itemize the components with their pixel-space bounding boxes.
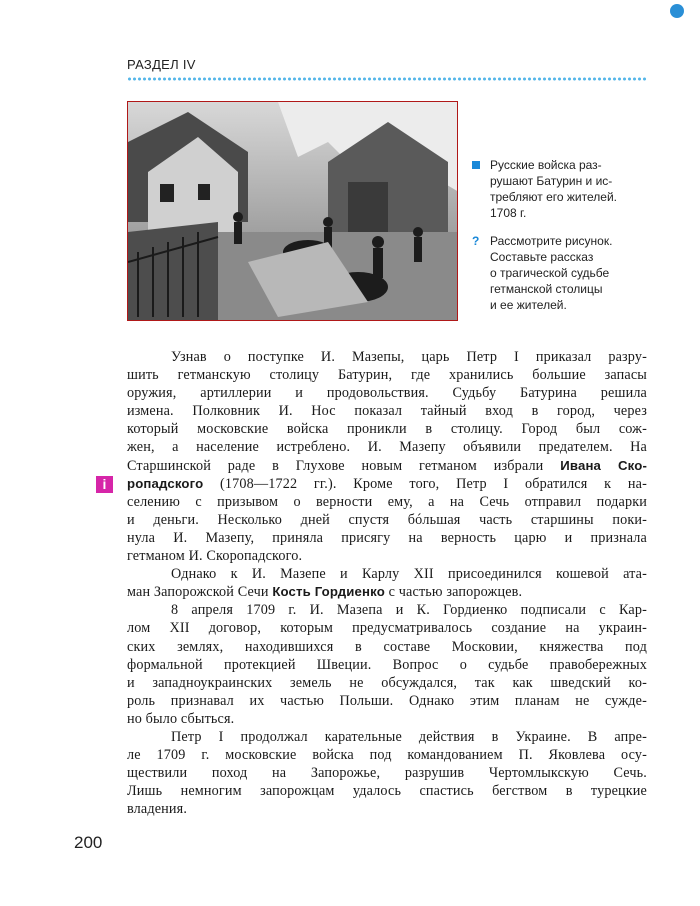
- caption-line: Русские войска раз-: [490, 158, 602, 172]
- engraving-image: [127, 101, 458, 321]
- text-line: владения.: [127, 801, 188, 818]
- text-line: лом XII договор, которым предусматривалось создание на украин-: [127, 620, 647, 637]
- text-line: гетманом И. Скоропадского.: [127, 548, 303, 565]
- question-line: Рассмотрите рисунок.: [490, 234, 613, 248]
- caption-line: требляют его жителей.: [490, 190, 617, 204]
- caption-line: 1708 г.: [490, 206, 527, 220]
- text-line: шить гетманскую столицу Батурин, где хранились большие запасы: [127, 367, 647, 384]
- text-line: который московские войска проникли в столицу. Город был сож-: [127, 421, 647, 438]
- question-line: Составьте рассказ: [490, 250, 594, 264]
- text-line: Однако к И. Мазепе и Карлу XII присоединился кошевой ата-: [171, 566, 647, 583]
- section-label: РАЗДЕЛ IV: [127, 57, 196, 72]
- text-line: нула И. Мазепу, приняла присягу на верность царю и признала: [127, 529, 647, 546]
- text-line: ществили поход на Запорожье, разрушив Чертомлыкскую Сечь.: [127, 765, 647, 782]
- text-line: [127, 583, 647, 601]
- question-item: [468, 233, 648, 313]
- text-line: формальной протекцией Швеции. Вопрос о судьбе правобережных: [127, 656, 647, 673]
- blue-square-icon: [472, 161, 480, 169]
- question-line: о трагической судьбе: [490, 266, 610, 280]
- text-line: Узнав о поступке И. Мазепы, царь Петр I приказал разру-: [171, 349, 647, 365]
- text-line: ле 1709 г. московские войска под командованием П. Яковлева осу-: [127, 747, 647, 764]
- page-number: 200: [74, 833, 103, 852]
- text-line: и западноукраинских земель не обсуждался, так как шведский ко-: [127, 674, 647, 691]
- text-line: оружия, артиллерии и продовольствия. Судьбу Батурина решила: [127, 385, 647, 402]
- text-line: измена. Полковник И. Нос показал тайный вход в город, через: [127, 403, 647, 420]
- text-line: селению с призывом о верности ему, а на Сечь отправил подарки: [127, 493, 647, 510]
- text-span: с частью запорожцев.: [384, 584, 523, 601]
- question-mark-icon: ?: [472, 234, 480, 248]
- text-line: [127, 475, 647, 493]
- figure-caption: [468, 157, 648, 325]
- text-line: жен, а население истреблено. И. Мазепу объявили предателем. На: [127, 439, 647, 456]
- term-kost-gordienko: Кость Гордиенко: [272, 584, 385, 600]
- text-line: 8 апреля 1709 г. И. Мазепа и К. Гордиенко подписали с Кар-: [171, 602, 647, 619]
- text-line: но было сбыться.: [127, 710, 235, 727]
- main-text: [127, 348, 647, 818]
- term-ivan-skoropadsky: Ивана Ско-: [560, 457, 647, 473]
- text-line: и деньги. Несколько дней спустя бóльшая часть старшины поки-: [127, 511, 647, 528]
- caption-item: [468, 157, 648, 221]
- dotted-divider: [127, 77, 647, 81]
- question-line: гетманской столицы: [490, 282, 603, 296]
- text-span: Старшинской раде в Глухове новым гетманом избрали: [127, 457, 561, 474]
- text-line: Лишь немногим запорожцам удалось спастись бегством в турецкие: [127, 783, 647, 800]
- publisher-logo-icon: [670, 4, 684, 18]
- text-line: роль признавал их частью Польши. Однако этим планам не сужде-: [127, 692, 647, 709]
- question-line: и ее жителей.: [490, 298, 567, 312]
- info-icon: i: [96, 476, 113, 493]
- text-line: ских землях, находившихся в составе Московии, княжества под: [127, 638, 647, 655]
- text-span: ман Запорожской Сечи: [127, 584, 273, 601]
- caption-line: рушают Батурин и ис-: [490, 174, 613, 188]
- text-line: Петр I продолжал карательные действия в Украине. В апре-: [171, 728, 647, 745]
- term-ivan-skoropadsky-cont: ропадского: [127, 475, 204, 491]
- text-span: (1708—1722 гг.). Кроме того, Петр I обратился к на-: [203, 475, 647, 492]
- text-line: [127, 457, 647, 475]
- burning-town-illustration: [128, 102, 458, 321]
